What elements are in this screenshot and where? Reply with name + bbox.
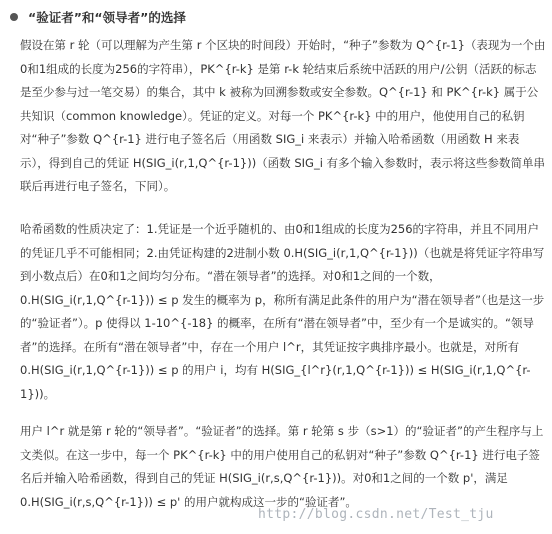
section-title: “验证者”和“领导者”的选择 <box>28 10 186 25</box>
bullet-icon <box>10 13 18 21</box>
section-heading <box>10 8 186 26</box>
paragraph-1: 假设在第 r 轮（可以理解为产生第 r 个区块的时间段）开始时，“种子”参数为 Q^{r-1}（表现为一个由0和1组成的长度为256的字符串），PK^{r-k} 是第 r-k 轮结束后系统中活跃的用户/公钥（活跃的标志是至少参与过一笔交易）的集合，其中 k 被称为回溯参数或安全参数。Q^{r-1} 和 PK^{r-k} 属于公共知识（common knowledge）。凭证的定义。对每一个 PK^{r-k} 中的用户，他使用自己的私钥对“种子”参数 Q^{r-1} 进行电子签名后（用函数 SIG_i 来表示）并输入哈希函数（用函数 H 来表示），得到自己的凭证 H(SIG_i(r,1,Q^{r-1}))（函数 SIG_i 有多个输入参数时，表示将这些参数简单串联后再进行电子签名，下同）。 <box>20 38 546 193</box>
paragraph-2: 哈希函数的性质决定了：1.凭证是一个近乎随机的、由0和1组成的长度为256的字符串，并且不同用户的凭证几乎不可能相同；2.由凭证构建的2进制小数 0.H(SIG_i(r,1,Q^{r-1}))（也就是将凭证字符串写到小数点后）在0和1之间均匀分布。“潜在领导者”的选择。对0和1之间的一个数，0.H(SIG_i(r,1,Q^{r-1})) ≤ p 发生的概率为 p，称所有满足此条件的用户为“潜在领导者”（也是这一步的“验证者”）。p 使得以 1-10^{-18} 的概率，在所有“潜在领导者”中，至少有一个是诚实的。“领导者”的选择。在所有“潜在领导者”中，存在一个用户 l^r，其凭证按字典排序最小。也就是，对所有 0.H(SIG_i(r,1,Q^{r-1})) ≤ p 的用户 i，均有 H(SIG_{l^r}(r,1,Q^{r-1})) ≤ H(SIG_i(r,1,Q^{r-1}))。 <box>20 222 545 401</box>
paragraph-3: 用户 l^r 就是第 r 轮的“领导者”。“验证者”的选择。第 r 轮第 s 步（s>1）的“验证者”的产生程序与上文类似。在这一步中，每一个 PK^{r-k} 中的用户使用自己的私钥对“种子”参数 Q^{r-1} 进行电子签名后并输入哈希函数，得到自己的凭证 H(SIG_i(r,s,Q^{r-1}))。对0和1之间的一个数 p'，满足 0.H(SIG_i(r,s,Q^{r-1})) ≤ p' 的用户就构成这一步的“验证者”。 <box>20 424 544 509</box>
blog-watermark: http://blog.csdn.net/Test_tju <box>258 507 494 522</box>
